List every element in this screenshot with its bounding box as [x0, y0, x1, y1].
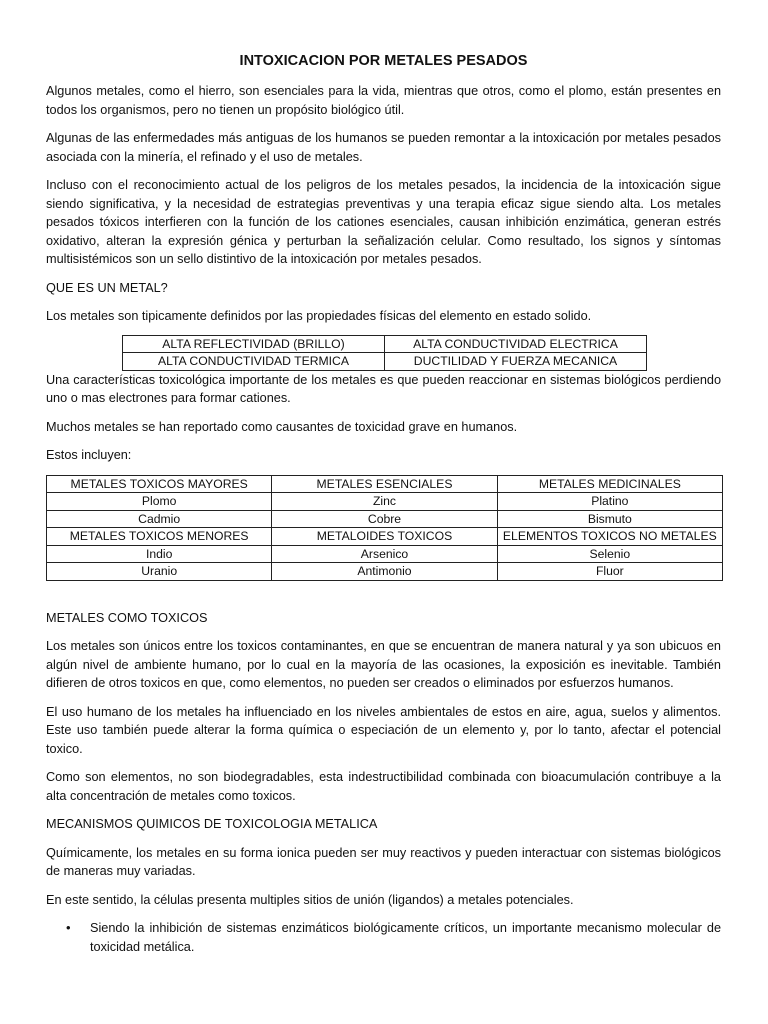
table-cell: Arsenico: [272, 545, 497, 563]
table-header-cell: METALES MEDICINALES: [497, 475, 722, 493]
table-row: [47, 528, 723, 546]
document-title: INTOXICACION POR METALES PESADOS: [239, 53, 528, 69]
metal-definition: Los metales son tipicamente definidos por las propiedades físicas del elemento en estado solido.: [46, 309, 592, 323]
mechanisms-paragraph-1: Químicamente, los metales en su forma ionica pueden ser muy reactivos y pueden interactuar con sistemas biológicos de maneras muy variadas.: [46, 845, 721, 878]
list-item: [66, 919, 721, 956]
table-cell: Cadmio: [47, 510, 272, 528]
table-cell: Bismuto: [497, 510, 722, 528]
table-cell: Indio: [47, 545, 272, 563]
table-cell: ALTA REFLECTIVIDAD (BRILLO): [123, 335, 385, 353]
bullet-icon: •: [66, 920, 71, 935]
intro-paragraph-1: Algunos metales, como el hierro, son esenciales para la vida, mientras que otros, como el plomo, están presentes en todos los organismos, pero no tienen un propósito biológico útil.: [46, 84, 721, 117]
intro-paragraph-2: Algunas de las enfermedades más antiguas de los humanos se pueden remontar a la intoxicación por metales pesados asociada con la minería, el refinado y el uso de metales.: [46, 131, 721, 164]
table-cell: ALTA CONDUCTIVIDAD TERMICA: [123, 353, 385, 371]
table-row: [47, 510, 723, 528]
table-row: [123, 353, 647, 371]
table-cell: DUCTILIDAD Y FUERZA MECANICA: [385, 353, 647, 371]
table-cell: Antimonio: [272, 563, 497, 581]
section-heading-mecanismos-quimicos: MECANISMOS QUIMICOS DE TOXICOLOGIA METALICA: [46, 817, 378, 831]
table-cell: Fluor: [497, 563, 722, 581]
table-cell: Zinc: [272, 493, 497, 511]
toxics-paragraph-1: Los metales son únicos entre los toxicos contaminantes, en que se encuentran de manera natural y ya son ubicuos en algún nivel de ambiente humano, por lo cual en la mayoría de las ocasiones, la exposición es inevitable. También difieren de otros toxicos en que, como elementos, no pueden ser creados o eliminados por esfuerzos humanos.: [46, 639, 721, 690]
table-cell: Platino: [497, 493, 722, 511]
list-item-text: Siendo la inhibición de sistemas enzimáticos biológicamente críticos, un importante mecanismo molecular de toxicidad metálica.: [90, 921, 721, 954]
toxicological-feature-paragraph: Una características toxicológica importante de los metales es que pueden reaccionar en sistemas biológicos perdiendo uno o mas electrones para formar cationes.: [46, 372, 721, 405]
properties-table: [122, 335, 647, 371]
intro-paragraph-3: Incluso con el reconocimiento actual de los peligros de los metales pesados, la incidencia de la intoxicación sigue siendo significativa, y la necesidad de estrategias preventivas y una terapia eficaz sigue siendo alta. Los metales pesados tóxicos interfieren con la función de los cationes esenciales, causan inhibición enzimática, generan estrés oxidativo, alteran la expresión génica y perturban la señalización celular. Como resultado, los signos y síntomas multisistémicos son un sello distintivo de la intoxicación por metales pesados.: [46, 178, 721, 266]
table-row: [47, 493, 723, 511]
table-header-cell: METALES ESENCIALES: [272, 475, 497, 493]
toxics-paragraph-3: Como son elementos, no son biodegradables, esta indestructibilidad combinada con bioacumulación contribuye a la alta concentración de metales como toxicos.: [46, 770, 721, 803]
mechanisms-paragraph-2: En este sentido, la células presenta multiples sitios de unión (ligandos) a metales potenciales.: [46, 892, 574, 907]
table-cell: Uranio: [47, 563, 272, 581]
table-cell: Selenio: [497, 545, 722, 563]
table-row: [123, 335, 647, 353]
table-cell: ALTA CONDUCTIVIDAD ELECTRICA: [385, 335, 647, 353]
severe-toxicity-paragraph: Muchos metales se han reportado como causantes de toxicidad grave en humanos.: [46, 419, 518, 434]
table-row: [47, 545, 723, 563]
table-header-cell: METALOIDES TOXICOS: [272, 528, 497, 546]
metals-classification-table: [46, 475, 723, 581]
table-row: [47, 563, 723, 581]
includes-label: Estos incluyen:: [46, 448, 132, 462]
table-header-cell: METALES TOXICOS MENORES: [47, 528, 272, 546]
table-cell: Plomo: [47, 493, 272, 511]
table-cell: Cobre: [272, 510, 497, 528]
section-heading-metales-como-toxicos: METALES COMO TOXICOS: [46, 610, 208, 625]
mechanisms-bullet-list: [46, 919, 721, 956]
table-header-cell: METALES TOXICOS MAYORES: [47, 475, 272, 493]
table-header-cell: ELEMENTOS TOXICOS NO METALES: [497, 528, 722, 546]
section-heading-que-es-un-metal: QUE ES UN METAL?: [46, 280, 168, 295]
table-row: [47, 475, 723, 493]
toxics-paragraph-2: El uso humano de los metales ha influenciado en los niveles ambientales de estos en aire, agua, suelos y alimentos. Este uso también puede alterar la forma química o especiación de un elemento y, por lo tanto, afectar el potencial toxico.: [46, 704, 721, 756]
